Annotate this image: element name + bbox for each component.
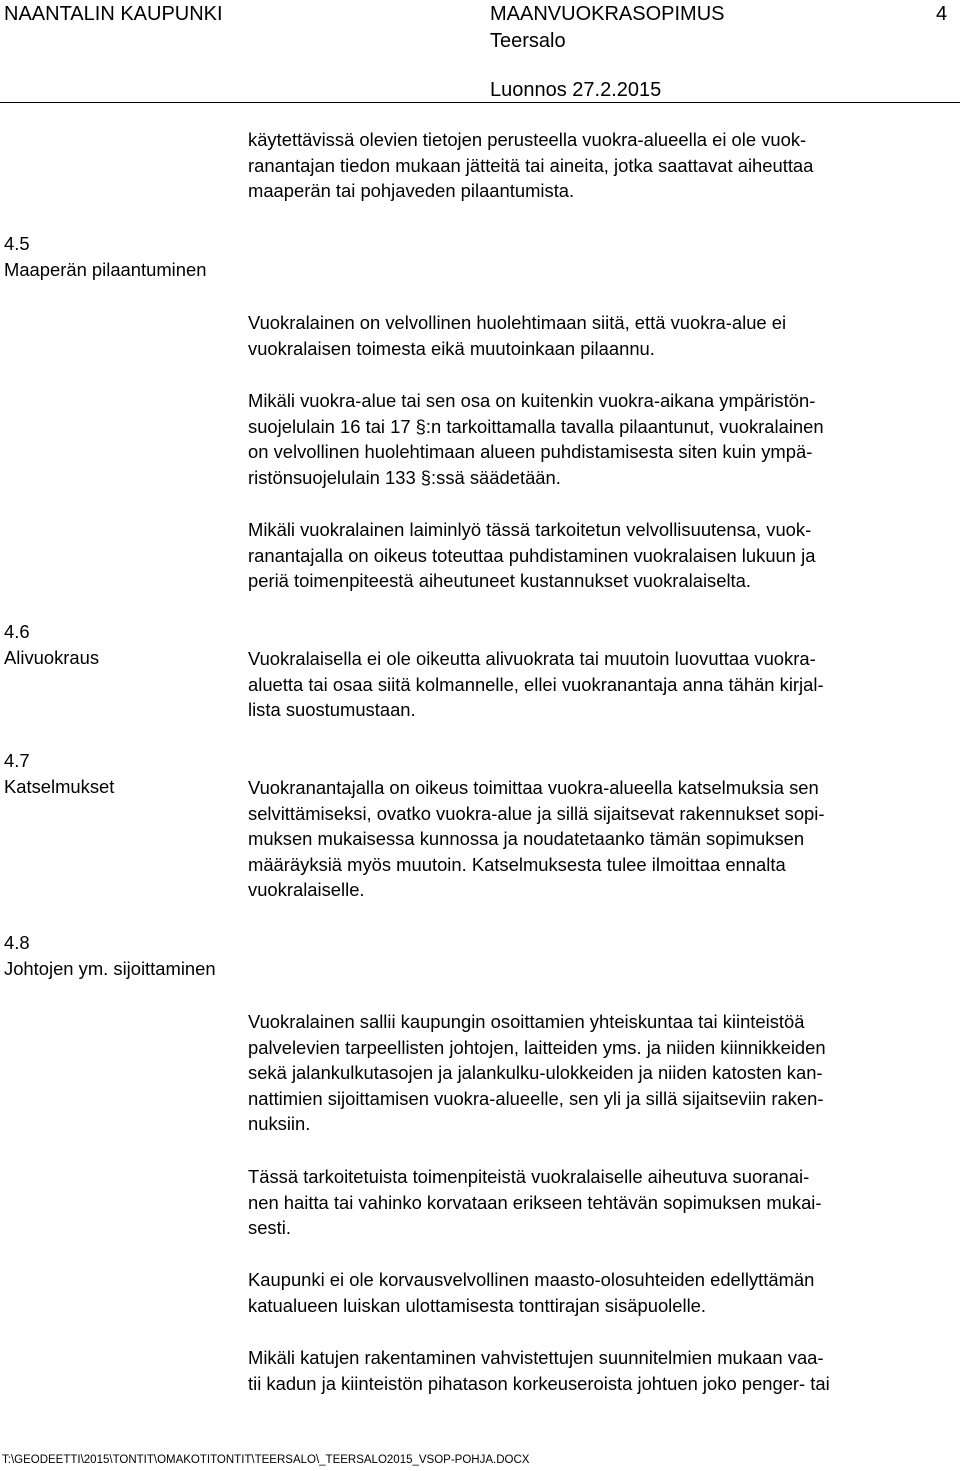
text-line: vuokralaisen toimesta eikä muutoinkaan pilaannu. <box>248 337 655 359</box>
text-line: Vuokranantajalla on oikeus toimittaa vuokra-alueella katselmuksia sen <box>248 777 819 798</box>
section-title: Katselmukset <box>4 775 115 797</box>
paragraph-tenant-duty <box>248 310 960 361</box>
text-line: nen haitta tai vahinko korvataan erikseen tehtävän sopimuksen mukai- <box>248 1191 822 1213</box>
text-line: Tässä tarkoitetuista toimenpiteistä vuokralaiselle aiheutuva suoranai- <box>248 1166 810 1187</box>
text-line: Mikäli katujen rakentaminen vahvistettujen suunnitelmien mukaan vaa- <box>248 1347 824 1368</box>
text-line: määräyksiä myös muutoin. Katselmuksesta tulee ilmoittaa ennalta <box>248 853 786 875</box>
text-line: maaperän tai pohjaveden pilaantumista. <box>248 180 575 201</box>
text-line: suojelulain 16 tai 17 §:n tarkoittamalla tavalla pilaantunut, vuokralainen <box>248 415 824 437</box>
text-line: aluetta tai osaa siitä kolmannelle, ellei vuokranantaja anna tähän kirjal- <box>248 673 824 695</box>
paragraph-cleanup-duty <box>248 388 960 490</box>
section-title: Maaperän pilaantuminen <box>4 258 207 280</box>
section-4-7 <box>4 748 114 799</box>
paragraph-slope <box>248 1267 960 1318</box>
text-line: katualueen luiskan ulottamisesta tonttirajan sisäpuolelle. <box>248 1294 706 1316</box>
text-line: vuokralaiselle. <box>248 879 365 900</box>
footer-file-path: T:\GEODEETTI\2015\TONTIT\OMAKOTITONTIT\TEERSALO\_TEERSALO2015_VSOP-POHJA.DOCX <box>2 1454 530 1466</box>
text-line: tii kadun ja kiinteistön pihatason korkeuseroista johtuen joko penger- tai <box>248 1372 830 1394</box>
text-line: lista suostumustaan. <box>248 699 416 720</box>
text-line: nattimien sijoittamisen vuokra-alueelle, sen yli ja sillä sijaitseviin raken- <box>248 1087 824 1109</box>
header-page-number: 4 <box>936 3 948 25</box>
text-line: ristönsuojelulain 133 §:ssä säädetään. <box>248 466 561 488</box>
header-doc-type: MAANVUOKRASOPIMUS <box>490 3 725 25</box>
paragraph-contamination-info <box>248 127 960 204</box>
section-number: 4.7 <box>4 750 30 771</box>
text-line: Mikäli vuokra-alue tai sen osa on kuitenkin vuokra-aikana ympäristön- <box>248 390 816 411</box>
section-number: 4.6 <box>4 621 30 642</box>
text-line: Vuokralaisella ei ole oikeutta alivuokrata tai muutoin luovuttaa vuokra- <box>248 648 816 669</box>
text-line: ranantajalla on oikeus toteuttaa puhdistaminen vuokralaisen lukuun ja <box>248 544 816 566</box>
header-draft: Luonnos 27.2.2015 <box>490 79 662 101</box>
paragraph-utilities <box>248 1009 960 1137</box>
text-line: periä toimenpiteestä aiheutuneet kustannukset vuokralaiselta. <box>248 570 751 591</box>
text-line: Vuokralainen sallii kaupungin osoittamien yhteiskuntaa tai kiinteistöä <box>248 1011 805 1032</box>
paragraph-damages <box>248 1164 960 1241</box>
text-line: käytettävissä olevien tietojen perusteella vuokra-alueella ei ole vuok- <box>248 129 807 150</box>
text-line: Vuokralainen on velvollinen huolehtimaan siitä, että vuokra-alue ei <box>248 312 787 333</box>
section-title: Alivuokraus <box>4 646 100 668</box>
paragraph-street-levels <box>248 1345 960 1396</box>
text-line: selvittämiseksi, ovatko vuokra-alue ja sillä sijaitsevat rakennukset sopi- <box>248 802 825 824</box>
paragraph-neglect <box>248 517 960 594</box>
section-number: 4.5 <box>4 233 30 254</box>
text-line: Kaupunki ei ole korvausvelvollinen maasto-olosuhteiden edellyttämän <box>248 1269 815 1290</box>
paragraph-subletting <box>248 646 960 723</box>
text-line: sekä jalankulkutasojen ja jalankulku-ulokkeiden ja niiden katosten kan- <box>248 1062 823 1083</box>
paragraph-inspections <box>248 775 960 903</box>
text-line: Mikäli vuokralainen laiminlyö tässä tarkoitetun velvollisuutensa, vuok- <box>248 519 812 540</box>
text-line: palvelevien tarpeellisten johtojen, laitteiden yms. ja niiden kiinnikkeiden <box>248 1036 826 1058</box>
section-4-6 <box>4 619 99 670</box>
section-title: Johtojen ym. sijoittaminen <box>4 957 216 979</box>
section-number: 4.8 <box>4 932 30 953</box>
header-place: Teersalo <box>490 30 566 52</box>
header-org: NAANTALIN KAUPUNKI <box>4 3 223 25</box>
section-4-5 <box>4 231 206 282</box>
text-line: nuksiin. <box>248 1113 311 1134</box>
header-rule <box>0 102 960 103</box>
text-line: on velvollinen huolehtimaan alueen puhdistamisesta siten kuin ympä- <box>248 441 813 462</box>
text-line: sesti. <box>248 1217 291 1238</box>
text-line: ranantajan tiedon mukaan jätteitä tai aineita, jotka saattavat aiheuttaa <box>248 154 814 176</box>
text-line: muksen mukaisessa kunnossa ja noudatetaanko tämän sopimuksen <box>248 828 805 849</box>
section-4-8 <box>4 930 216 981</box>
